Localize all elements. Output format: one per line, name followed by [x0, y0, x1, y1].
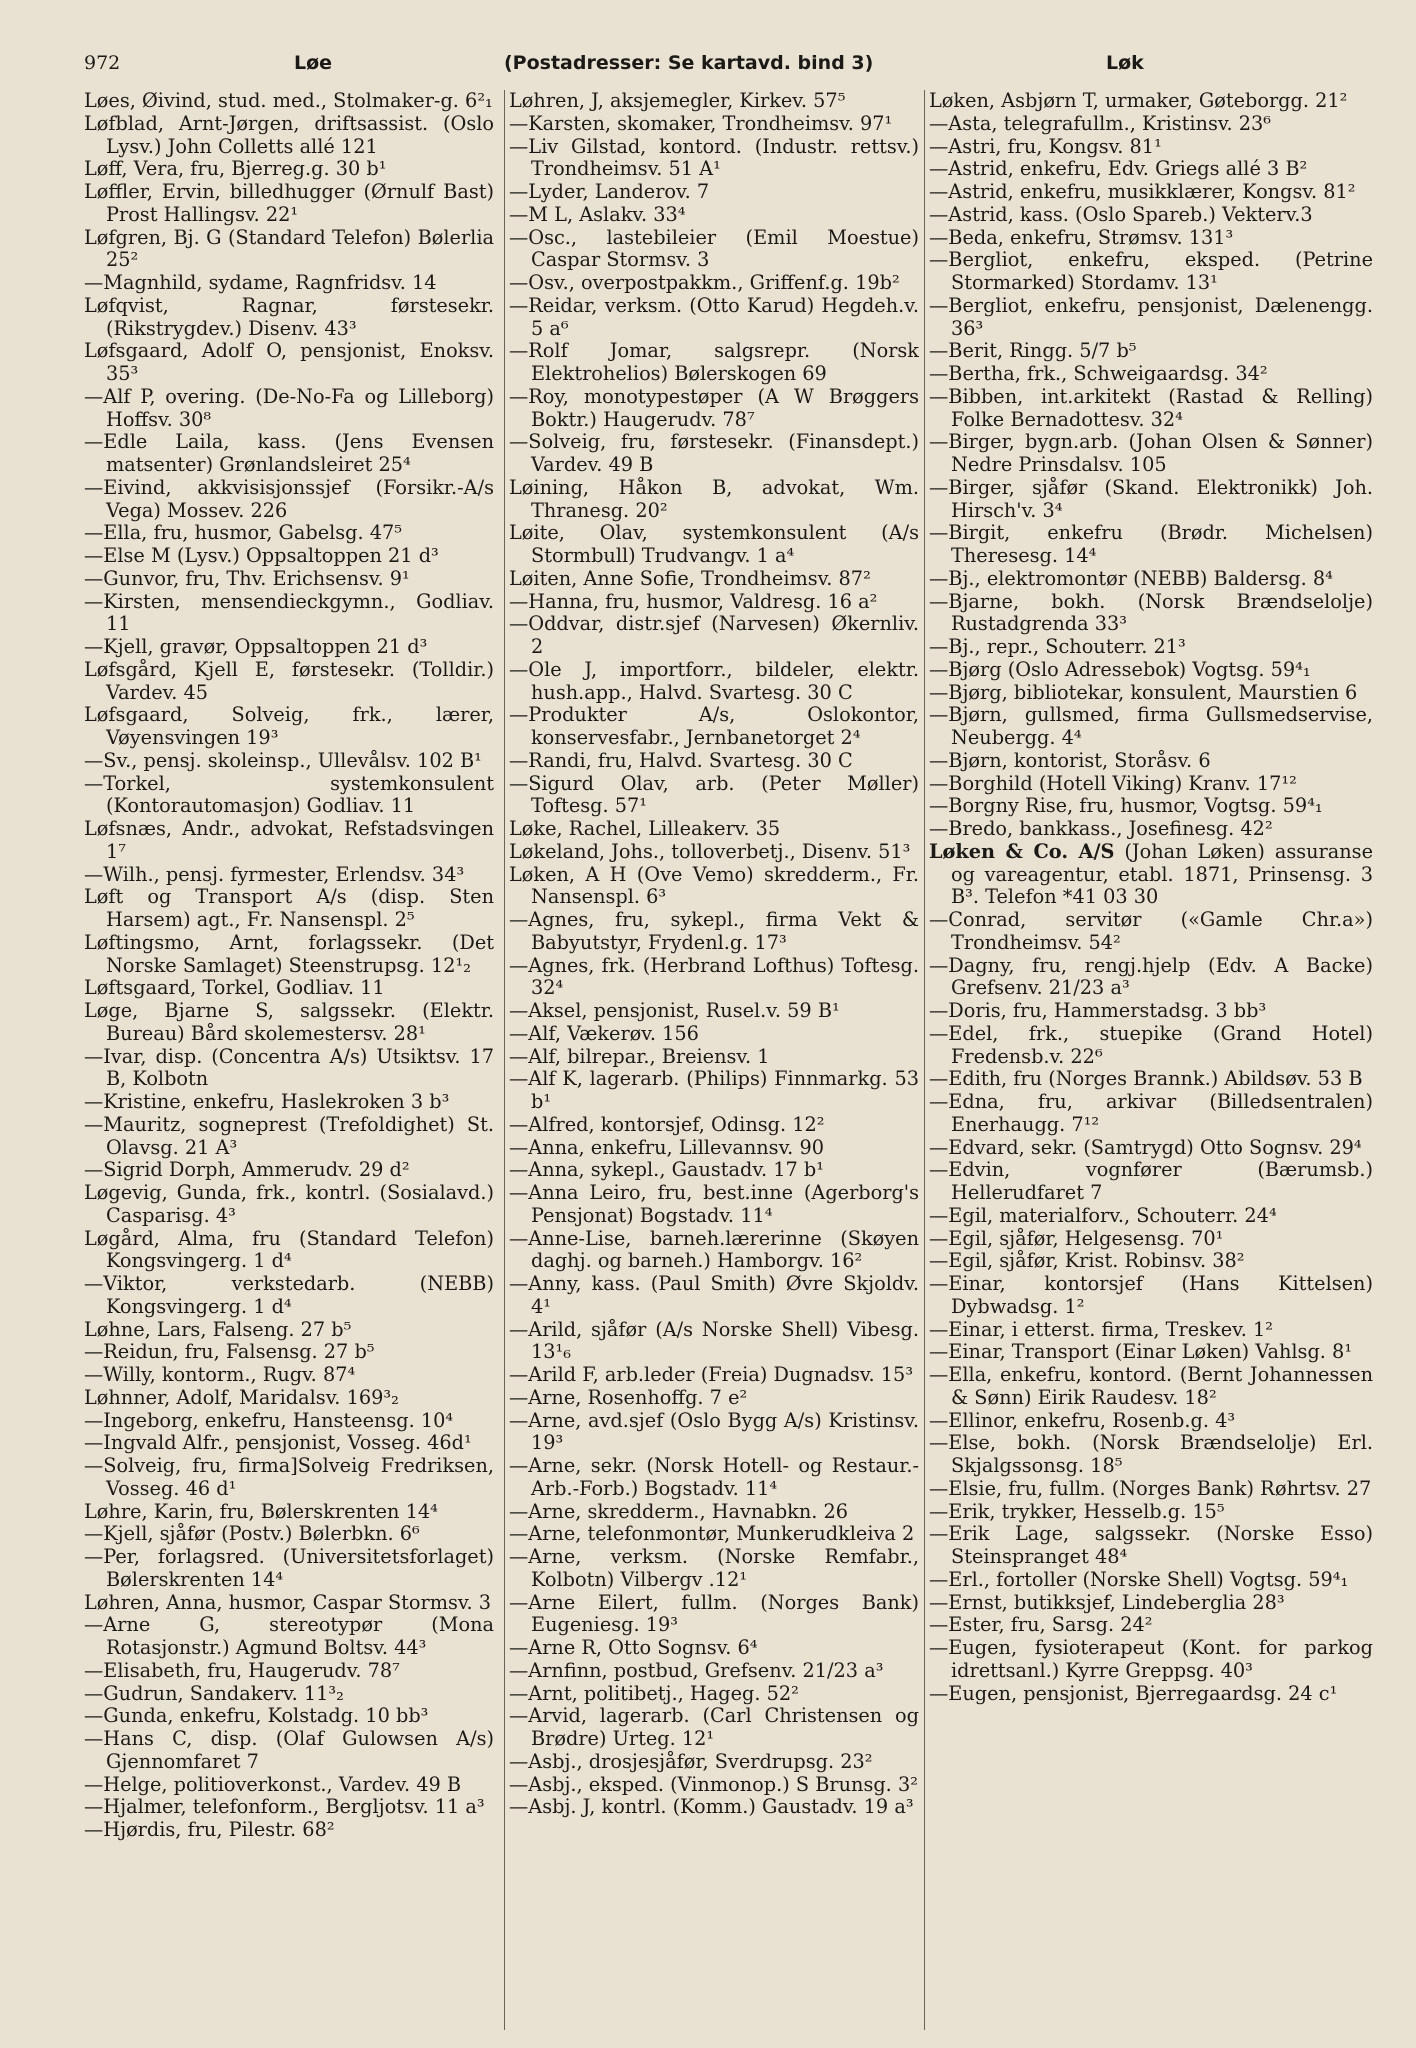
directory-entry: —Hjalmer, telefonform., Bergljotsv. 11 a³	[84, 1795, 485, 1819]
directory-entry: —Kirsten, mensendieckgymn., Godliav. 11	[84, 589, 494, 636]
directory-entry: Løfsnæs, Andr., advokat, Refstadsvingen 1⁷	[84, 817, 494, 863]
directory-entry: —Solveig, fru, førstesekr. (Finansdept.) Vardev. 49 B	[509, 430, 919, 476]
directory-entry: —Else, bokh. (Norsk Brændselolje) Erl. Skjalgssonsg. 18⁵	[929, 1431, 1373, 1477]
directory-entry: —Rolf Jomar, salgsrepr. (Norsk Elektrohelios) Bølerskogen 69	[509, 339, 919, 385]
directory-entry: —Ole J, importforr., bildeler, elektr. hush.app., Halvd. Svartesg. 30 C	[509, 657, 919, 704]
directory-entry: Løfsgaard, Adolf O, pensjonist, Enoksv. 35³	[84, 339, 494, 385]
directory-entry: —Aksel, pensjonist, Rusel.v. 59 B¹	[509, 999, 840, 1022]
directory-entry: —Produkter A/s, Oslokontor, konservesfabr., Jernbanetorget 2⁴	[509, 703, 919, 749]
directory-entry: —Bjørn, kontorist, Storåsv. 6	[929, 748, 1211, 772]
directory-entry: —Doris, fru, Hammerstadsg. 3 bb³	[929, 999, 1267, 1022]
directory-entry: —Reidun, fru, Falsensg. 27 b⁵	[84, 1340, 375, 1364]
directory-entry: —Arne, avd.sjef (Oslo Bygg A/s) Kristinsv. 19³	[509, 1408, 919, 1455]
directory-entry: —Wilh., pensj. fyrmester, Erlendsv. 34³	[84, 862, 465, 886]
directory-entry: Løkeland, Johs., tolloverbetj., Disenv. 51³	[509, 839, 911, 863]
directory-entry: Løhre, Karin, fru, Bølerskrenten 14⁴	[84, 1499, 438, 1523]
directory-entry: —Edith, fru (Norges Brannk.) Abildsøv. 53 B	[929, 1067, 1363, 1091]
directory-entry: Løgevig, Gunda, frk., kontrl. (Sosialavd.) Casparisg. 4³	[84, 1181, 494, 1227]
directory-entry: —Eugen, fysioterapeut (Kont. for parkog idrettsanl.) Kyrre Greppsg. 40³	[929, 1636, 1373, 1682]
directory-entry: —Roy, monotypestøper (A W Brøggers Boktr.) Haugerudv. 78⁷	[509, 384, 919, 431]
directory-entry: —Conrad, servitør («Gamle Chr.a») Trondheimsv. 54²	[929, 908, 1373, 954]
directory-entry: —Karsten, skomaker, Trondheimsv. 97¹	[509, 111, 893, 135]
directory-entry: —Dagny, fru, rengj.hjelp (Edv. A Backe) Grefsenv. 21/23 a³	[929, 953, 1373, 1000]
directory-entry: —Asbj., eksped. (Vinmonop.) S Brunsg. 3²	[509, 1772, 918, 1796]
directory-entry: —Viktor, verkstedarb. (NEBB) Kongsvingerg. 1 d⁴	[84, 1272, 494, 1318]
directory-entry: —Ellinor, enkefru, Rosenb.g. 4³	[929, 1408, 1236, 1432]
directory-entry: —Hanna, fru, husmor, Valdresg. 16 a²	[509, 589, 878, 613]
directory-entry: —Osv., overpostpakkm., Griffenf.g. 19b²	[509, 271, 900, 294]
directory-entry: —Solveig, fru, firma]Solveig Fredriksen, Vosseg. 46 d¹	[84, 1454, 494, 1500]
directory-entry: —Edvard, sekr. (Samtrygd) Otto Sognsv. 29⁴	[929, 1135, 1362, 1159]
directory-entry: —Erik Lage, salgssekr. (Norske Esso) Steinspranget 48⁴	[929, 1522, 1373, 1568]
directory-entry: Løken, A H (Ove Vemo) skredderm., Fr. Nansenspl. 6³	[509, 862, 919, 909]
directory-entry: —Ingvald Alfr., pensjonist, Vosseg. 46d¹	[84, 1431, 472, 1455]
directory-entry: —Alfred, kontorsjef, Odinsg. 12²	[509, 1112, 825, 1136]
directory-entry: —Anna, enkefru, Lillevannsv. 90	[509, 1135, 824, 1159]
directory-entry: —Astrid, kass. (Oslo Spareb.) Vekterv.3	[929, 202, 1313, 226]
directory-entry: —Edle Laila, kass. (Jens Evensen matsenter) Grønlandsleiret 25⁴	[84, 430, 494, 476]
directory-entry: —Sigurd Olav, arb. (Peter Møller) Toftesg. 57¹	[509, 771, 919, 818]
directory-entry: —Magnhild, sydame, Ragnfridsv. 14	[84, 271, 437, 294]
directory-entry: —Ernst, butikksjef, Lindeberglia 28³	[929, 1590, 1285, 1614]
directory-entry: —Arnfinn, postbud, Grefsenv. 21/23 a³	[509, 1658, 884, 1682]
directory-entry: Løfblad, Arnt-Jørgen, driftsassist. (Oslo Lysv.) John Colletts allé 121	[84, 111, 494, 158]
directory-entry: —Borgny Rise, fru, husmor, Vogtsg. 59⁴₁	[929, 794, 1323, 818]
directory-entry: —Arne G, stereotypør (Mona Rotasjonstr.) Agmund Boltsv. 44³	[84, 1613, 494, 1659]
directory-entry: —Elsie, fru, fullm. (Norges Bank) Røhrtsv. 27	[929, 1476, 1372, 1500]
directory-entry: —Elisabeth, fru, Haugerudv. 78⁷	[84, 1658, 400, 1682]
directory-entry: —Borghild (Hotell Viking) Kranv. 17¹²	[929, 771, 1297, 795]
directory-entry: Løite, Olav, systemkonsulent (A/s Stormbull) Trudvangv. 1 a⁴	[509, 521, 919, 567]
directory-entry: —Agnes, fru, sykepl., firma Vekt & Babyutstyr, Frydenl.g. 17³	[509, 908, 919, 954]
directory-entry: —Edvin, vognfører (Bærumsb.) Hellerudfaret 7	[929, 1158, 1373, 1204]
directory-entry: —Alf K, lagerarb. (Philips) Finnmarkg. 53 b¹	[509, 1067, 919, 1113]
directory-entry: —Arne, skredderm., Havnabkn. 26	[509, 1499, 849, 1523]
directory-entry: —Willy, kontorm., Rugv. 87⁴	[84, 1363, 356, 1386]
right-guide-word: Løk	[1106, 52, 1144, 74]
directory-entry: Løfsgård, Kjell E, førstesekr. (Tolldir.) Vardev. 45	[84, 657, 494, 704]
directory-entry: —Ella, enkefru, kontord. (Bernt Johannessen & Sønn) Eirik Raudesv. 18²	[929, 1363, 1373, 1409]
directory-entry: —Einar, kontorsjef (Hans Kittelsen) Dybwadsg. 1²	[929, 1272, 1373, 1318]
directory-entry: Løge, Bjarne S, salgssekr. (Elektr. Bureau) Bård skolemestersv. 28¹	[84, 999, 494, 1045]
directory-entry: —Birger, bygn.arb. (Johan Olsen & Sønner) Nedre Prinsdalsv. 105	[929, 430, 1373, 476]
directory-entry: —Egil, materialforv., Schouterr. 24⁴	[929, 1203, 1277, 1227]
directory-entry: —Einar, Transport (Einar Løken) Vahlsg. 8¹	[929, 1340, 1353, 1364]
directory-entry: Løftsgaard, Torkel, Godliav. 11	[84, 976, 385, 1000]
directory-entry: Løff, Vera, fru, Bjerreg.g. 30 b¹	[84, 157, 387, 181]
directory-entry: —Arne R, Otto Sognsv. 6⁴	[509, 1636, 758, 1659]
directory-entry: —Eivind, akkvisisjonssjef (Forsikr.-A/s Vega) Mossev. 226	[84, 475, 494, 522]
directory-entry: —Arnt, politibetj., Hageg. 52²	[509, 1681, 799, 1705]
directory-entry: Løhren, J, aksjemegler, Kirkev. 57⁵	[509, 90, 846, 112]
directory-entry: —Astri, fru, Kongsv. 81¹	[929, 134, 1162, 158]
directory-entry: —Eugen, pensjonist, Bjerregaardsg. 24 c¹	[929, 1681, 1338, 1705]
directory-entry: —Ingeborg, enkefru, Hansteensg. 10⁴	[84, 1408, 454, 1432]
directory-entry: —Asbj., drosjesjåfør, Sverdrupsg. 23²	[509, 1749, 873, 1773]
directory-entry: —Mauritz, sogneprest (Trefoldighet) St. Olavsg. 21 A³	[84, 1112, 494, 1159]
directory-entry: —Oddvar, distr.sjef (Narvesen) Økernliv. 2	[509, 612, 919, 658]
directory-entry: Løes, Øivind, stud. med., Stolmaker-g. 6²₁	[84, 90, 493, 112]
directory-entry: —Anna, sykepl., Gaustadv. 17 b¹	[509, 1158, 824, 1182]
directory-entry: —Sigrid Dorph, Ammerudv. 29 d²	[84, 1158, 410, 1182]
directory-entry: —Gunvor, fru, Thv. Erichsensv. 9¹	[84, 566, 410, 590]
directory-entry: —Astrid, enkefru, Edv. Griegs allé 3 B²	[929, 157, 1308, 181]
directory-entry: Løke, Rachel, Lilleakerv. 35	[509, 817, 781, 840]
directory-entry: —Bibben, int.arkitekt (Rastad & Relling) Folke Bernadottesv. 32⁴	[929, 384, 1373, 431]
column-3	[924, 90, 1373, 2030]
directory-entry: —Agnes, frk. (Herbrand Lofthus) Toftesg. 32⁴	[509, 953, 919, 1000]
page-number: 972	[84, 52, 121, 74]
directory-entry: —Erik, trykker, Hesselb.g. 15⁵	[929, 1499, 1225, 1523]
directory-entry: Løiten, Anne Sofie, Trondheimsv. 87²	[509, 566, 871, 590]
column-2	[504, 90, 919, 2030]
left-guide-word: Løe	[294, 52, 333, 74]
directory-entry: —Bergliot, enkefru, pensjonist, Dælenengg. 36³	[929, 293, 1373, 340]
directory-entry: —Asta, telegrafullm., Kristinsv. 23⁶	[929, 111, 1271, 135]
directory-entry: —Edel, frk., stuepike (Grand Hotel) Fredensb.v. 22⁶	[929, 1021, 1373, 1068]
directory-entry: —Ella, fru, husmor, Gabelsg. 47⁵	[84, 521, 403, 545]
directory-entry: Løfqvist, Ragnar, førstesekr. (Rikstrygdev.) Disenv. 43³	[84, 293, 494, 340]
directory-entry: —Hans C, disp. (Olaf Gulowsen A/s) Gjennomfaret 7	[84, 1727, 494, 1773]
column-1	[84, 90, 494, 2030]
directory-entry: —Bjørg, bibliotekar, konsulent, Maurstien 6	[929, 680, 1358, 704]
directory-entry: Løining, Håkon B, advokat, Wm. Thranesg. 20²	[509, 475, 919, 522]
directory-entry: —Arild, sjåfør (A/s Norske Shell) Vibesg. 13¹₆	[509, 1317, 919, 1364]
directory-entry: —Anne-Lise, barneh.lærerinne (Skøyen daghj. og barneh.) Hamborgv. 16²	[509, 1226, 919, 1273]
directory-entry: —Randi, fru, Halvd. Svartesg. 30 C	[509, 748, 853, 772]
directory-entry: Løken & Co. A/S (Johan Løken) assuranse og vareagentur, etabl. 1871, Prinsensg. 3 B³. Telefon *41 03 30	[929, 839, 1373, 909]
page-header	[84, 48, 1368, 82]
directory-entry: —Bj., elektromontør (NEBB) Baldersg. 8⁴	[929, 566, 1333, 590]
directory-entry: —Birger, sjåfør (Skand. Elektronikk) Joh. Hirsch'v. 3⁴	[929, 475, 1373, 522]
directory-entry: —Lyder, Landerov. 7	[509, 180, 710, 203]
directory-entry: —Anny, kass. (Paul Smith) Øvre Skjoldv. 4¹	[509, 1272, 919, 1318]
directory-entry: —Asbj. J, kontrl. (Komm.) Gaustadv. 19 a³	[509, 1795, 914, 1819]
directory-entry: Løgård, Alma, fru (Standard Telefon) Kongsvingerg. 1 d⁴	[84, 1226, 494, 1273]
directory-entry: —Gunda, enkefru, Kolstadg. 10 bb³	[84, 1704, 429, 1728]
directory-entry: —Alf, bilrepar., Breiensv. 1	[509, 1044, 770, 1068]
directory-entry: —Birgit, enkefru (Brødr. Michelsen) Theresesg. 14⁴	[929, 521, 1373, 567]
directory-entry: —Ivar, disp. (Concentra A/s) Utsiktsv. 17 B, Kolbotn	[84, 1044, 494, 1091]
directory-entry: —Sv., pensj. skoleinsp., Ullevålsv. 102 B¹	[84, 748, 482, 772]
directory-entry: —Arne, sekr. (Norsk Hotell- og Restaur.-Arb.-Forb.) Bogstadv. 11⁴	[509, 1454, 919, 1500]
directory-entry: —Erl., fortoller (Norske Shell) Vogtsg. 59⁴₁	[929, 1567, 1349, 1591]
directory-entry: —Edna, fru, arkivar (Billedsentralen) Enerhaugg. 7¹²	[929, 1090, 1373, 1136]
directory-entry: —Arne Eilert, fullm. (Norges Bank) Eugeniesg. 19³	[509, 1590, 919, 1637]
columns	[84, 90, 1373, 2030]
directory-entry: Løhren, Anna, husmor, Caspar Stormsv. 3	[84, 1590, 492, 1614]
directory-entry: Løft og Transport A/s (disp. Sten Harsem) agt., Fr. Nansenspl. 2⁵	[84, 885, 494, 931]
directory-entry: —Einar, i etterst. firma, Treskev. 1²	[929, 1317, 1273, 1341]
directory-entry: —Arild F, arb.leder (Freia) Dugnadsv. 15³	[509, 1363, 914, 1386]
directory-entry: —Bertha, frk., Schweigaardsg. 34²	[929, 362, 1268, 385]
directory-entry: —Beda, enkefru, Strømsv. 131³	[929, 225, 1234, 249]
directory-entry: —Reidar, verksm. (Otto Karud) Hegdeh.v. 5 a⁶	[509, 293, 919, 340]
directory-entry: —Torkel, systemkonsulent (Kontorautomasjon) Godliav. 11	[84, 771, 494, 818]
header-note: (Postadresser: Se kartavd. bind 3)	[504, 52, 874, 74]
directory-entry: —Astrid, enkefru, musikklærer, Kongsv. 81²	[929, 180, 1356, 203]
directory-entry: —Osc., lastebileier (Emil Moestue) Caspar Stormsv. 3	[509, 225, 919, 272]
directory-entry: —M L, Aslakv. 33⁴	[509, 202, 686, 226]
directory-entry: Løhnner, Adolf, Maridalsv. 169³₂	[84, 1385, 399, 1409]
directory-entry: Løfgren, Bj. G (Standard Telefon) Bølerlia 25²	[84, 225, 494, 272]
directory-entry: —Alf P, overing. (De-No-Fa og Lilleborg) Hoffsv. 30⁸	[84, 384, 494, 431]
directory-entry: —Hjørdis, fru, Pilestr. 68²	[84, 1818, 335, 1841]
directory-entry: —Helge, politioverkonst., Vardev. 49 B	[84, 1772, 462, 1796]
directory-entry: —Anna Leiro, fru, best.inne (Agerborg's Pensjonat) Bogstadv. 11⁴	[509, 1181, 919, 1227]
directory-entry: Løhne, Lars, Falseng. 27 b⁵	[84, 1317, 352, 1341]
directory-entry: —Egil, sjåfør, Krist. Robinsv. 38²	[929, 1249, 1245, 1273]
directory-entry: —Bjarne, bokh. (Norsk Brændselolje) Rustadgrenda 33³	[929, 589, 1373, 636]
directory-entry: Løftingsmo, Arnt, forlagssekr. (Det Norske Samlaget) Steenstrupsg. 12¹₂	[84, 930, 494, 977]
directory-entry: —Arvid, lagerarb. (Carl Christensen og Brødre) Urteg. 12¹	[509, 1704, 919, 1750]
directory-entry: —Berit, Ringg. 5/7 b⁵	[929, 339, 1137, 363]
directory-entry: —Bjørn, gullsmed, firma Gullsmedservise, Neubergg. 4⁴	[929, 703, 1373, 749]
directory-entry: —Arne, telefonmontør, Munkerudkleiva 2	[509, 1522, 915, 1546]
directory-entry: —Alf, Vækerøv. 156	[509, 1021, 699, 1045]
directory-entry: —Bredo, bankkass., Josefinesg. 42²	[929, 817, 1273, 840]
directory-entry: —Per, forlagsred. (Universitetsforlaget) Bølerskrenten 14⁴	[84, 1545, 494, 1591]
directory-entry: —Arne, Rosenhoffg. 7 e²	[509, 1385, 748, 1409]
directory-page	[84, 0, 1384, 2048]
directory-entry: —Kristine, enkefru, Haslekroken 3 b³	[84, 1090, 450, 1113]
directory-entry: Løfsgaard, Solveig, frk., lærer, Vøyensvingen 19³	[84, 703, 494, 749]
directory-entry: —Egil, sjåfør, Helgesensg. 70¹	[929, 1226, 1224, 1250]
directory-entry: —Kjell, sjåfør (Postv.) Bølerbkn. 6⁶	[84, 1522, 420, 1546]
directory-entry: Løffler, Ervin, billedhugger (Ørnulf Bast) Prost Hallingsv. 22¹	[84, 180, 494, 226]
directory-entry: —Else M (Lysv.) Oppsaltoppen 21 d³	[84, 544, 439, 567]
directory-entry: —Bergliot, enkefru, eksped. (Petrine Stormarked) Stordamv. 13¹	[929, 248, 1373, 294]
directory-entry: —Kjell, gravør, Oppsaltoppen 21 d³	[84, 635, 428, 658]
directory-entry: —Gudrun, Sandakerv. 11³₂	[84, 1681, 344, 1705]
directory-entry: Løken, Asbjørn T, urmaker, Gøteborgg. 21²	[929, 90, 1348, 112]
directory-entry: —Liv Gilstad, kontord. (Industr. rettsv.) Trondheimsv. 51 A¹	[509, 134, 919, 181]
directory-entry: —Bjørg (Oslo Adressebok) Vogtsg. 59⁴₁	[929, 657, 1311, 681]
directory-entry: —Bj., repr., Schouterr. 21³	[929, 635, 1186, 658]
directory-entry: —Ester, fru, Sarsg. 24²	[929, 1613, 1153, 1637]
directory-entry: —Arne, verksm. (Norske Remfabr., Kolbotn) Vilbergv .12¹	[509, 1545, 919, 1591]
